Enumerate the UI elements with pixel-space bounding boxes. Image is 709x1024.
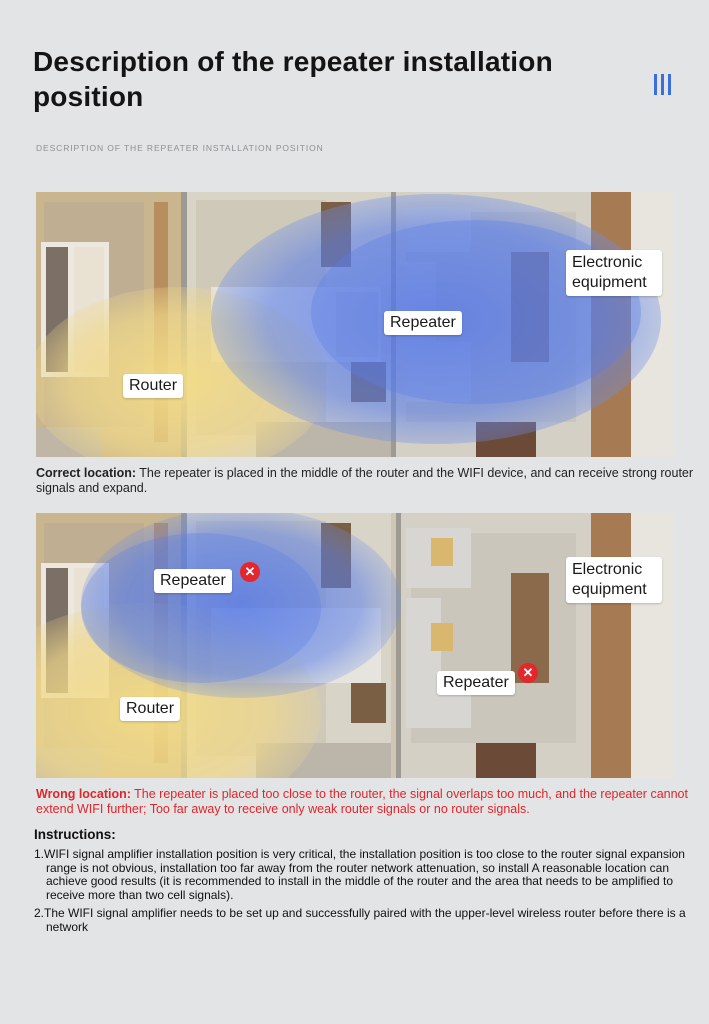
electronic-equipment-label-wrong: Electronic equipment xyxy=(566,557,662,603)
repeater-far-label: Repeater xyxy=(437,671,515,695)
menu-bars-icon xyxy=(654,74,671,95)
router-label: Router xyxy=(123,374,183,398)
electronic-equipment-label: Electronic equipment xyxy=(566,250,662,296)
floorplan-illustration-wrong xyxy=(36,513,674,778)
correct-location-floorplan xyxy=(36,192,674,457)
correct-location-caption xyxy=(36,466,696,496)
instruction-item: 1.WIFI signal amplifier installation position is very critical, the installation position is too close to the router signal expansion range is not obvious, installation too far away from the router network attenuation, so install A reasonable location can achieve good results (it is recommended to install in the middle of the router and the area that needs to be amplified to receive more than two cell signals). xyxy=(34,847,685,902)
router-label-wrong: Router xyxy=(120,697,180,721)
repeater-near-label: Repeater xyxy=(154,569,232,593)
repeater-label: Repeater xyxy=(384,311,462,335)
wrong-location-caption xyxy=(36,787,696,817)
floorplan-illustration xyxy=(36,192,674,457)
wrong-location-floorplan xyxy=(36,513,674,778)
error-x-icon: ✕ xyxy=(240,562,260,582)
correct-location-text: The repeater is placed in the middle of the router and the WIFI device, and can receive strong router signals and expand. xyxy=(36,466,694,495)
page-title: Description of the repeater installation position xyxy=(33,46,553,112)
instructions-title: Instructions: xyxy=(34,827,116,842)
wrong-location-text: The repeater is placed too close to the router, the signal overlaps too much, and the repeater cannot extend WIFI further; Too far away to receive only weak router signals or no router signals. xyxy=(36,787,688,816)
error-x-icon: ✕ xyxy=(518,663,538,683)
instruction-item: 2.The WIFI signal amplifier needs to be set up and successfully paired with the upper-level wireless router before there is a network xyxy=(34,906,686,934)
page-subtitle: DESCRIPTION OF THE REPEATER INSTALLATION POSITION xyxy=(36,143,324,153)
wrong-location-lead: Wrong location: xyxy=(36,787,131,801)
correct-location-lead: Correct location: xyxy=(36,466,137,480)
